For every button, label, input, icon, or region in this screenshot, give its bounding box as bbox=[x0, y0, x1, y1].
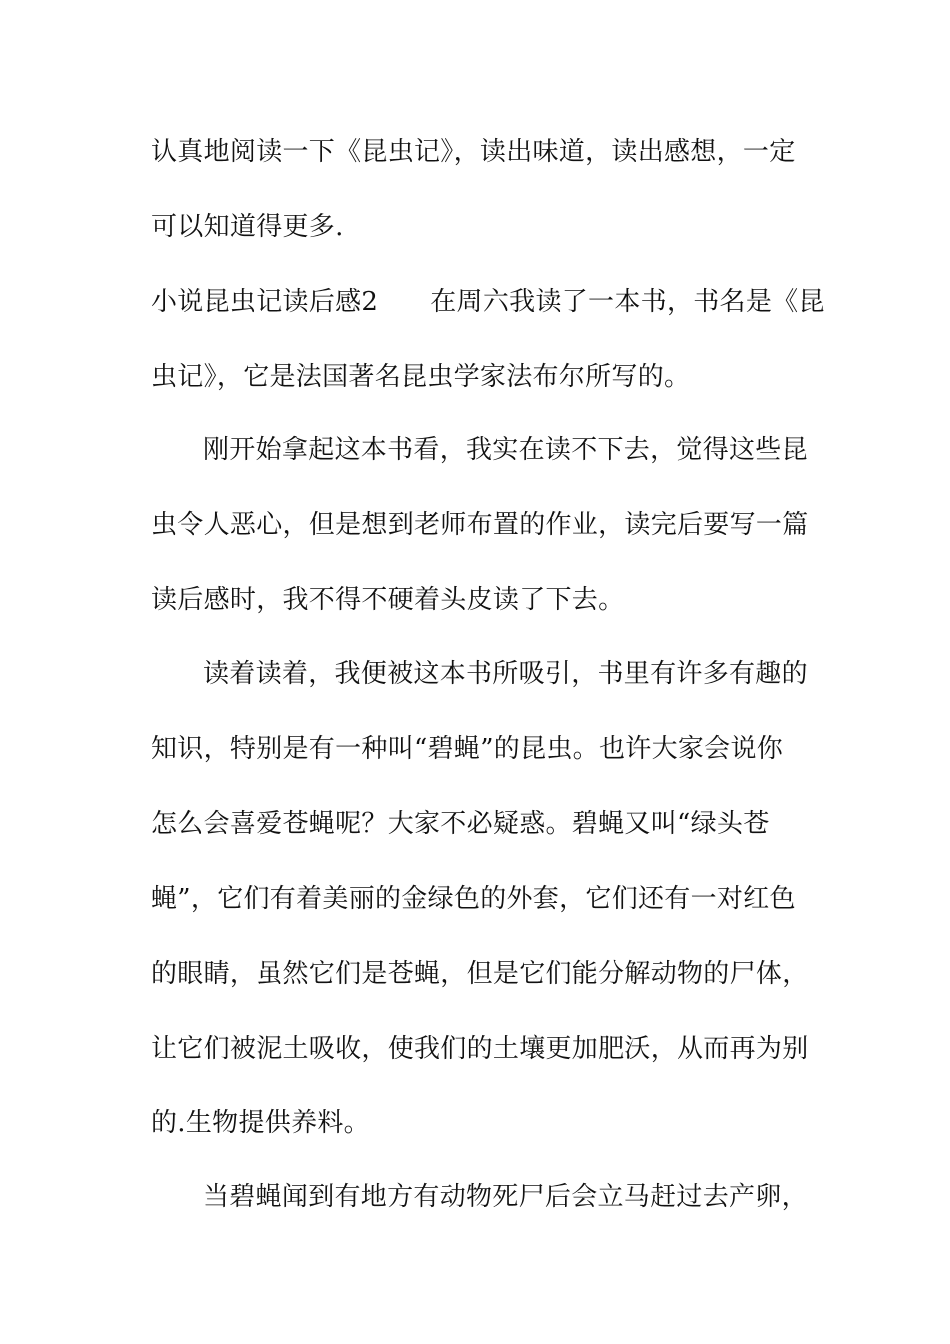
text-line: 知识，特别是有一种叫“碧蝇”的昆虫。也许大家会说你 bbox=[151, 734, 784, 764]
text-line: 怎么会喜爱苍蝇呢？大家不必疑惑。碧蝇又叫“绿头苍 bbox=[151, 809, 770, 839]
text-line: 的眼睛，虽然它们是苍蝇，但是它们能分解动物的尸体， bbox=[151, 959, 809, 989]
text-line: 让它们被泥土吸收，使我们的土壤更加肥沃，从而再为别 bbox=[151, 1034, 809, 1064]
text-line: 虫记》，它是法国著名昆虫学家法布尔所写的。 bbox=[151, 362, 691, 392]
text-line: 认真地阅读一下《昆虫记》，读出味道，读出感想，一定 bbox=[151, 137, 796, 167]
text-line: 蝇”，它们有着美丽的金绿色的外套，它们还有一对红色 bbox=[151, 884, 796, 914]
text-line: 在周六我读了一本书，书名是《昆 bbox=[430, 287, 825, 317]
section-heading-line bbox=[151, 285, 825, 319]
section-heading: 小说昆虫记读后感2 bbox=[151, 287, 379, 317]
text-line: 虫令人恶心，但是想到老师布置的作业，读完后要写一篇 bbox=[151, 510, 809, 540]
text-line: 可以知道得更多. bbox=[151, 212, 344, 242]
text-line: 的.生物提供养料。 bbox=[151, 1108, 370, 1138]
text-line: 读后感时，我不得不硬着头皮读了下去。 bbox=[151, 585, 625, 615]
text-line: 当碧蝇闻到有地方有动物死尸后会立马赶过去产卵， bbox=[203, 1182, 808, 1212]
text-line: 读着读着，我便被这本书所吸引，书里有许多有趣的 bbox=[203, 659, 808, 689]
text-line: 刚开始拿起这本书看，我实在读不下去，觉得这些昆 bbox=[203, 435, 808, 465]
